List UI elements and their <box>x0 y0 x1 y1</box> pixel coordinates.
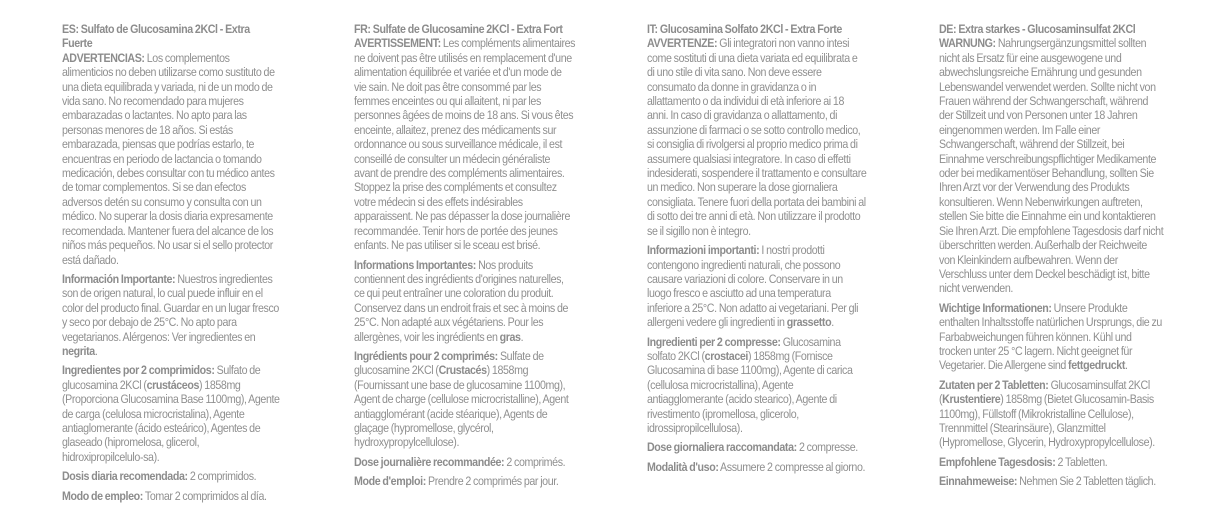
important-info-label-fr: Informations Importantes: <box>353 257 476 272</box>
warnings-text-it: Gli integratori non vanno intesi come sostituti di una dieta variata ed equilibrata e di uno stile di vita sano. Non deve essere consumato da donne in gravidanza o in allattamento o da individui di età inferiore ai 18 anni. In caso di gravidanza o allattamento, di assunzione di farmaci o se sotto controllo medico, si consiglia di rivolgersi al proprio medico prima di assumere qualsiasi integratore. In caso di effetti indesiderati, sospendere il trattamento e consultare un medico. Non superare la dose giornaliera consigliata. Tenere fuori della portata dei bambini al di sotto dei tre anni di età. Non utilizzare il prodotto se il sigillo non è integro. <box>647 36 867 238</box>
usage-de <box>939 474 1164 488</box>
important-info-label-it: Informazioni importanti: <box>647 243 760 258</box>
ingredients-fr <box>354 349 575 450</box>
important-info-end-es: . <box>94 343 98 358</box>
title-fr: FR: Sulfate de Glucosamine 2KCl - Extra Fort <box>353 22 563 36</box>
ingredients-label-fr: Ingrédients pour 2 comprimés: <box>353 348 498 363</box>
allergen-bold-word-it: grassetto <box>787 315 832 330</box>
daily-dose-text-de: 2 Tabletten. <box>1057 454 1108 469</box>
allergen-bold-word-fr: gras <box>499 329 521 344</box>
important-info-fr <box>354 258 575 344</box>
daily-dose-fr <box>354 455 575 469</box>
ingredients-label-it: Ingredienti per 2 compresse: <box>647 334 781 349</box>
ingredients-text-a-fr: Sulfate de glucosamine 2KCl ( <box>353 348 544 378</box>
warnings-es <box>62 51 282 267</box>
warnings-text-fr: Les compléments alimentaires ne doivent pas être utilisés en remplacement d'une alimentation équilibrée et variée et d'un mode de vie sain. Ne doit pas être consommé par les femmes enceintes ou qui allaitent, ni par les personnes âgées de moins de 18 ans. Si vous êtes enceinte, allaitez, prenez des médicaments sur ordonnance ou sous surveillance médicale, il est conseillé de consulter un médecin généraliste avant de prendre des compléments alimentaires. Stoppez la prise des compléments et consultez votre médecin si des effets indésirables apparaissent. Ne pas dépasser la dose journalière recommandée. Tenir hors de portée des jeunes enfants. Ne pas utiliser si le sceau est brisé. <box>353 36 575 253</box>
title-es: ES: Sulfato de Glucosamina 2KCl - Extra Fuerte <box>62 22 250 51</box>
important-info-end-fr: . <box>520 329 524 344</box>
ingredients-label-es: Ingredientes por 2 comprimidos: <box>62 363 215 378</box>
usage-fr <box>354 474 575 488</box>
ingredients-text-b-it: ) 1858mg (Fornisce Glucosamina di base 1100mg), Agente di carica (cellulosa microcristallina), Agente antiagglomerante (acido stearico), Agente di rivestimento (ipromellosa, glicerolo, idrossipropilcellulosa). <box>647 348 853 435</box>
ingredients-allergen-es: crustáceos <box>146 377 199 392</box>
usage-it <box>647 460 867 474</box>
ingredients-text-b-es: ) 1858mg (Proporciona Glucosamina Base 1100mg), Agente de carga (celulosa microcristalina), Agente antiaglomerante (ácido esteárico), Agentes de glaseado (hipromelosa, glicerol, hidroxipropilcelulo-sa). <box>62 377 280 464</box>
important-info-text-es: Nuestros ingredientes son de origen natural, lo cual puede influir en el color del producto final. Guardar en un lugar fresco y seco por debajo de 25°C. No apto para vegetarianos. Alérgenos: Ver ingredientes en <box>62 271 279 344</box>
ingredients-it <box>647 335 867 436</box>
usage-text-it: Assumere 2 compresse al giorno. <box>720 459 866 474</box>
warnings-text-es: Los complementos alimenticios no deben utilizarse como sustituto de una dieta equilibrada y variada, ni de un modo de vida sano. No recomendado para mujeres embarazadas o lactantes. No apto para las personas menores de 18 años. Si estás embarazada, piensas que podrías estarlo, te encuentras en periodo de lactancia o tomando medicación, debes consultar con tu médico antes de tomar complementos. Si se dan efectos adversos detén su consumo y consulta con un médico. No superar la dosis diaria expresamente recomendada. Mantener fuera del alcance de los niños más pequeños. No usar si el sello protector está dañado. <box>62 50 275 267</box>
warnings-fr <box>354 36 575 252</box>
warnings-label-es: ADVERTENCIAS: <box>62 50 145 65</box>
warnings-label-de: WARNUNG: <box>939 36 996 51</box>
important-info-it <box>647 243 867 329</box>
daily-dose-text-es: 2 comprimidos. <box>189 469 257 484</box>
important-info-text-it: I nostri prodotti contengono ingredienti naturali, che possono causare variazioni di colore. Conservare in un luogo fresco e asciutto ad una temperatura inferiore a 25°C. Non adatto ai vegetariani. Per gli allergeni vedere gli ingredienti in <box>647 243 859 330</box>
allergen-bold-word-es: negrita <box>62 343 95 358</box>
column-it <box>647 22 867 512</box>
daily-dose-text-it: 2 compresse. <box>799 440 859 455</box>
daily-dose-label-fr: Dose journalière recommandée: <box>353 454 505 469</box>
column-de <box>939 22 1164 512</box>
daily-dose-es <box>62 469 282 483</box>
title-it: IT: Glucosamina Solfato 2KCl - Extra Forte <box>647 22 843 36</box>
warnings-text-de: Nahrungsergänzungsmittel sollten nicht als Ersatz für eine ausgewogene und abwechslungsreiche Ernährung und gesunden Lebenswandel verwendet werden. Sollte nicht von Frauen während der Schwangerschaft, während der Stillzeit und von Personen unter 18 Jahren eingenommen werden. Im Falle einer Schwangerschaft, während der Stillzeit, bei Einnahme verschreibungspflichtiger Medikamente oder bei medikamentöser Behandlung, sollten Sie Ihren Arzt vor der Verwendung des Produkts konsultieren. Wenn Nebenwirkungen auftreten, stellen Sie bitte die Einnahme ein und kontaktieren Sie Ihren Arzt. Die empfohlene Tagesdosis darf nicht überschritten werden. Außerhalb der Reichweite von Kleinkindern aufbewahren. Wenn der Verschluss unter dem Deckel beschädigt ist, bitte nicht verwenden. <box>939 36 1164 296</box>
warnings-it <box>647 36 867 238</box>
usage-text-es: Tomar 2 comprimidos al día. <box>144 488 267 503</box>
warnings-label-fr: AVERTISSEMENT: <box>353 36 441 51</box>
ingredients-text-a-de: Glucosaminsulfat 2KCl ( <box>939 377 1150 407</box>
ingredients-allergen-fr: Crustacés <box>438 363 487 378</box>
ingredients-text-a-es: Sulfato de glucosamina 2KCl ( <box>62 363 261 392</box>
warnings-de <box>939 36 1164 295</box>
daily-dose-label-it: Dose giornaliera raccomandata: <box>647 440 798 455</box>
important-info-end-de: . <box>1125 358 1128 373</box>
column-fr <box>354 22 575 512</box>
ingredients-label-de: Zutaten per 2 Tabletten: <box>939 377 1049 392</box>
important-info-es <box>62 272 282 358</box>
daily-dose-label-de: Empfohlene Tagesdosis: <box>939 454 1056 469</box>
important-info-text-fr: Nos produits contiennent des ingrédients d'origines naturelles, ce qui peut entraîner une coloration du produit. Conservez dans un endroit frais et sec à moins de 25°C. Non adapté aux végétariens. Pour les allergènes, voir les ingrédients en <box>353 257 568 344</box>
daily-dose-label-es: Dosis diaria recomendada: <box>62 469 188 484</box>
usage-label-it: Modalità d'uso: <box>647 459 719 474</box>
usage-text-fr: Prendre 2 comprimés par jour. <box>427 474 559 489</box>
title-de: DE: Extra starkes - Glucosaminsulfat 2KCl <box>939 22 1136 36</box>
ingredients-es <box>62 363 282 464</box>
important-info-label-es: Información Importante: <box>62 271 176 286</box>
column-es <box>62 22 282 512</box>
usage-text-de: Nehmen Sie 2 Tabletten täglich. <box>1019 474 1156 489</box>
important-info-text-de: Unsere Produkte enthalten Inhaltsstoffe natürlichen Ursprungs, die zu Farbabweichungen führen können. Kühl und trocken unter 25 °C lagern. Nicht geeignet für Vegetarier. Die Allergene sind <box>939 300 1163 373</box>
ingredients-text-b-de: ) 1858mg (Bietet Glucosamin-Basis 1100mg), Füllstoff (Mikrokristalline Cellulose), Trennmittel (Stearinsäure), Glanzmittel (Hypromellose, Glycerin, Hydroxypropylcellulose). <box>939 392 1156 450</box>
ingredients-allergen-it: crostacei <box>705 348 749 363</box>
important-info-de <box>939 301 1164 373</box>
ingredients-text-b-fr: ) 1858mg (Fournissant une base de glucosamine 1100mg), Agent de charge (cellulose microcristalline), Agent antiagglomérant (acide stéarique), Agents de glaçage (hypromellose, glycérol, hydroxypropylcellulose). <box>353 363 569 450</box>
usage-label-fr: Mode d'emploi: <box>353 474 426 489</box>
ingredients-allergen-de: Krustentiere <box>942 392 1001 407</box>
daily-dose-it <box>647 440 867 454</box>
important-info-end-it: . <box>831 315 835 330</box>
important-info-label-de: Wichtige Informationen: <box>939 300 1052 315</box>
warnings-label-it: AVVERTENZE: <box>647 36 718 51</box>
allergen-bold-word-de: fettgedruckt <box>1068 358 1126 373</box>
daily-dose-text-fr: 2 comprimés. <box>506 454 566 469</box>
ingredients-de <box>939 378 1164 450</box>
usage-label-es: Modo de empleo: <box>62 488 143 503</box>
ingredients-text-a-it: Glucosamina solfato 2KCl ( <box>647 334 842 363</box>
daily-dose-de <box>939 455 1164 469</box>
usage-es <box>62 489 282 503</box>
usage-label-de: Einnahmeweise: <box>939 474 1018 489</box>
